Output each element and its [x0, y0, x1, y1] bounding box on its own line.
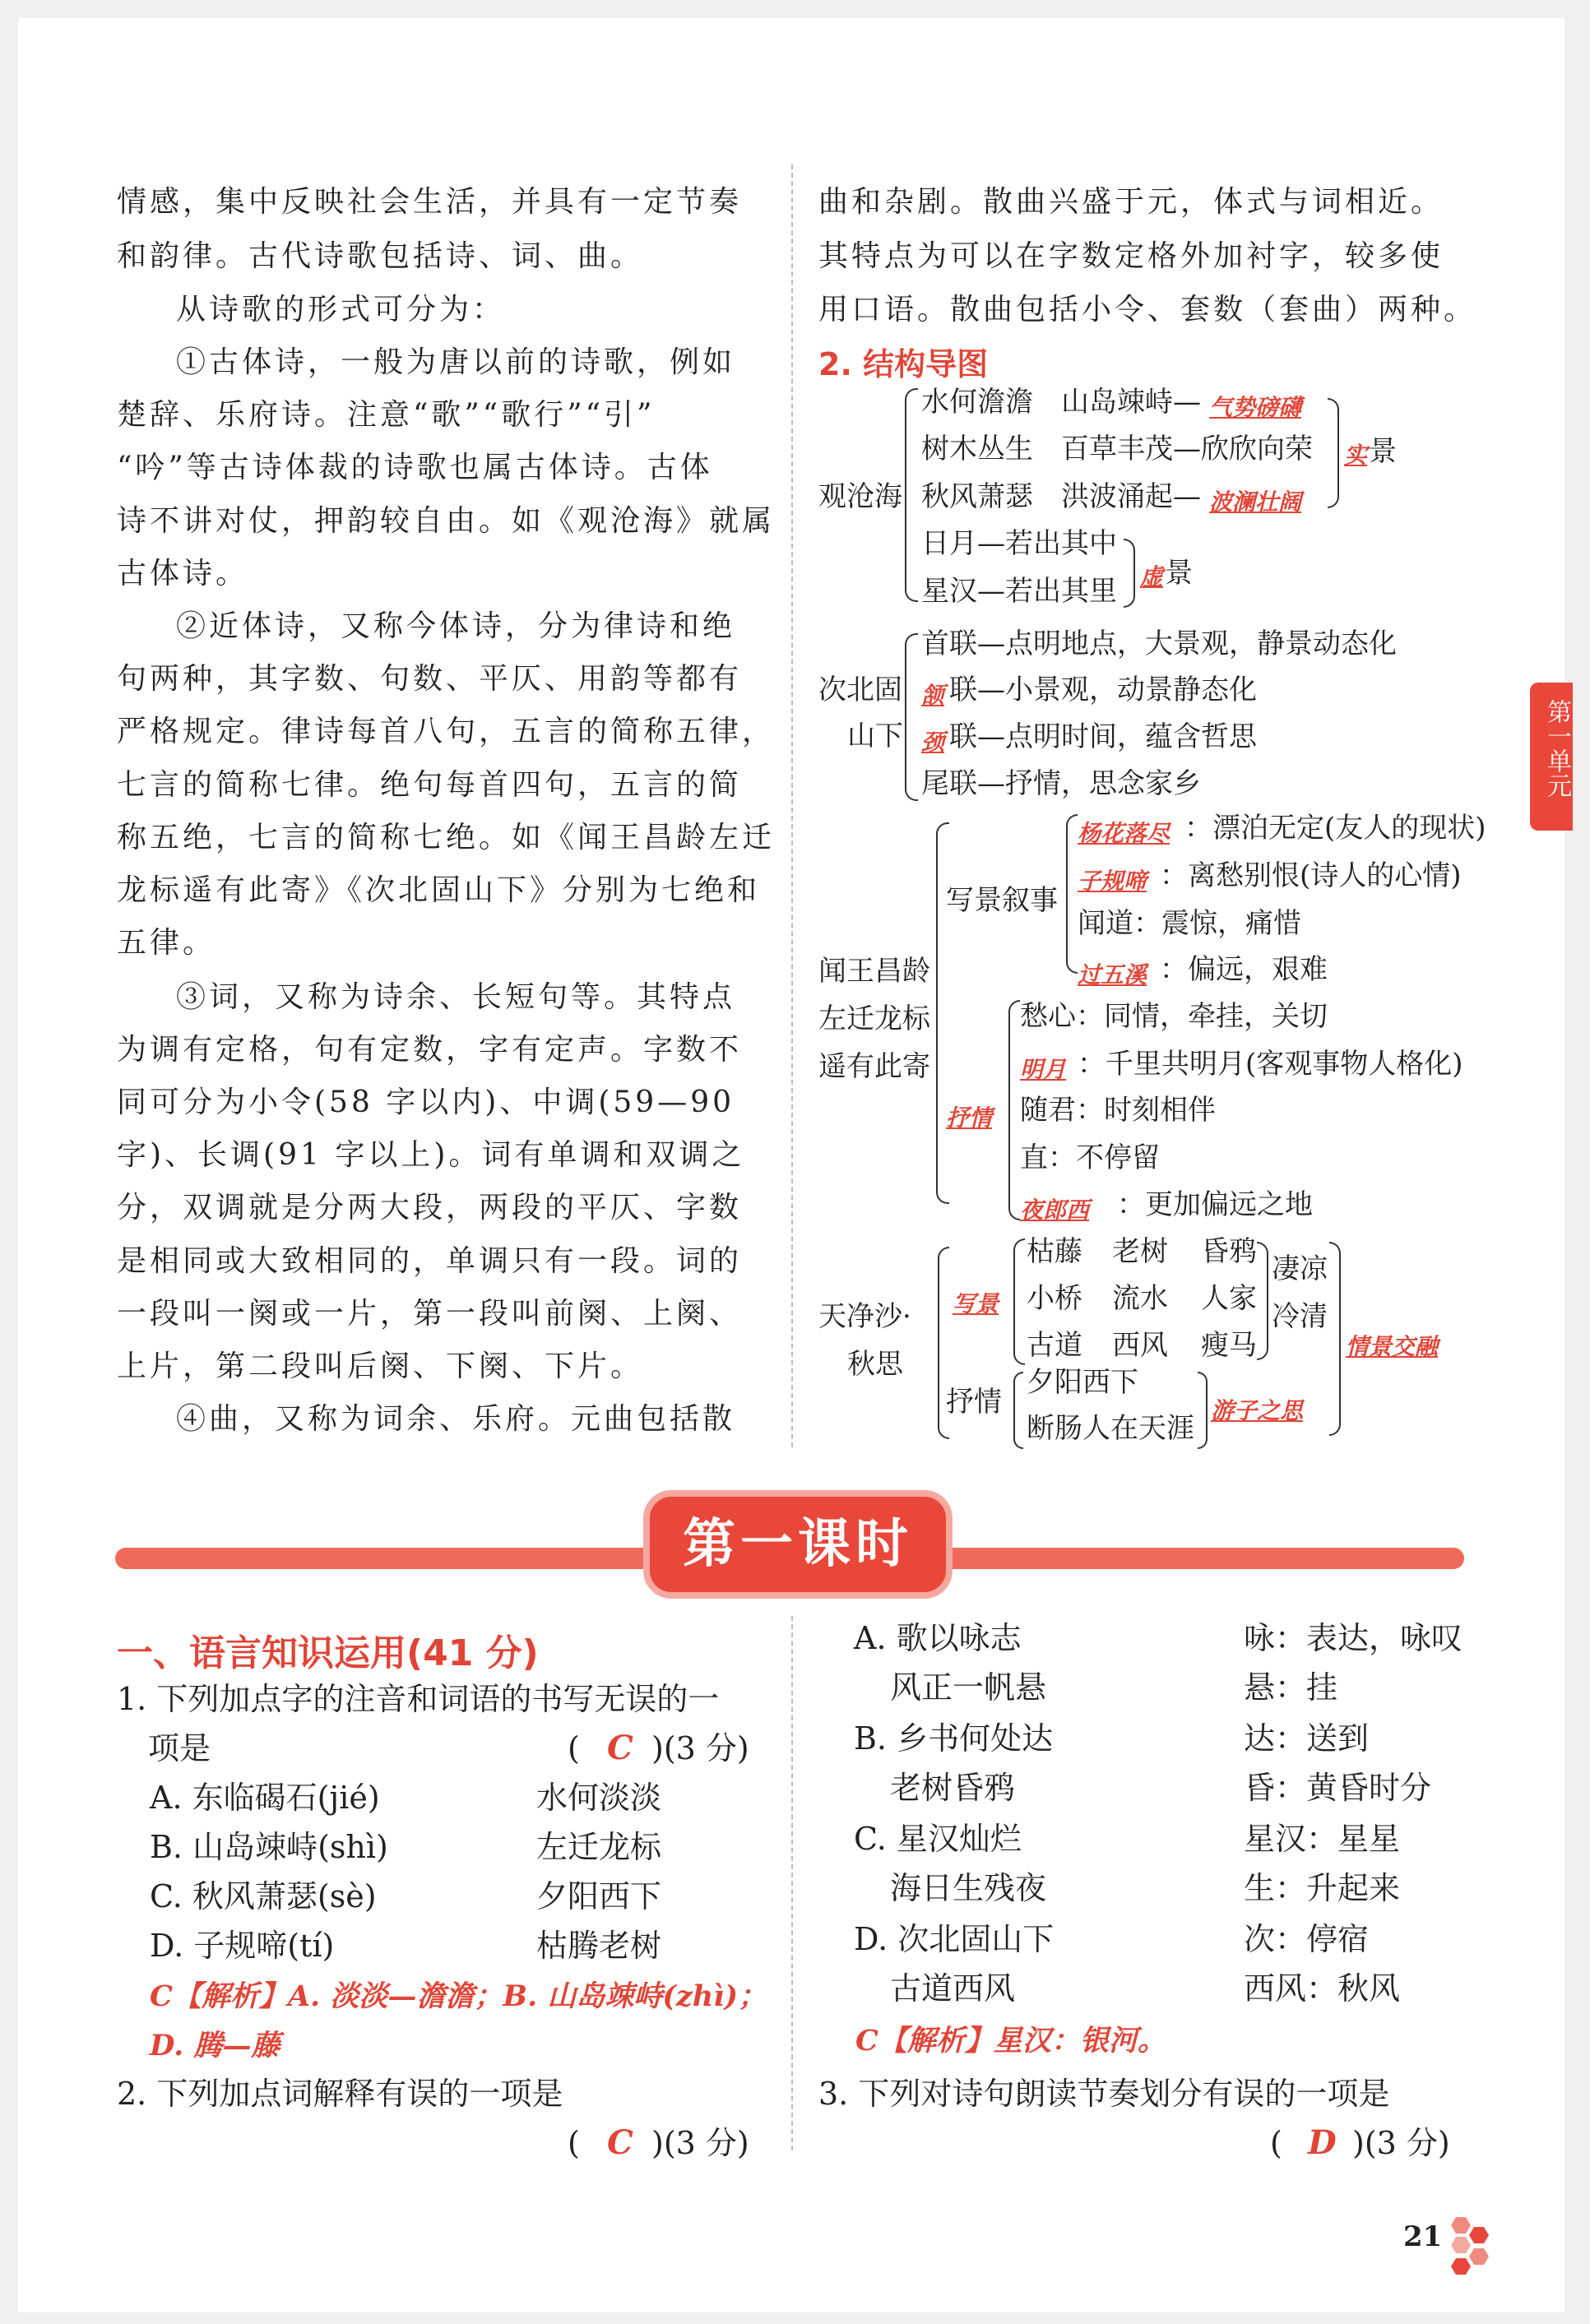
q1-analysis-1: C【解析】A. 淡淡—澹澹；B. 山岛竦峙(zhì)；	[150, 1979, 767, 2013]
q2-opt-c-1: C. 星汉灿烂	[854, 1821, 1022, 1857]
unit-side-tab-label: 第一单元	[1542, 699, 1571, 798]
q2-opt-d-gloss-2: 西风：秋风	[1244, 1970, 1401, 2007]
brace-g4-lyric	[1013, 1372, 1023, 1449]
q2-opt-a-gloss-2: 悬：挂	[1244, 1669, 1338, 1706]
q1-opt-a: A. 东临碣石(jié)	[150, 1780, 380, 1816]
g4-grid-2-2: 瘦马	[1201, 1329, 1257, 1362]
q2-opt-b-2: 老树昏鸦	[890, 1770, 1016, 1806]
g3-b2-r4: 直：不停留	[1020, 1141, 1160, 1174]
map-root-tianjingsha-1: 天净沙·	[818, 1300, 911, 1333]
g3-b1-r1-answer: 杨花落尽	[1078, 820, 1170, 847]
brace-g1-real	[1328, 398, 1339, 508]
left-line-14: 龙标遥有此寄》《次北固山下》分别为七绝和	[117, 873, 761, 907]
g3-b1-r4: ：偏远，艰难	[1160, 953, 1328, 986]
q2-score: )(3 分)	[651, 2125, 749, 2161]
right-line-3: 用口语。散曲包括小令、套数（套曲）两种。	[818, 293, 1477, 326]
q2-opt-d-1: D. 次北固山下	[854, 1921, 1055, 1957]
lesson-banner	[650, 1497, 946, 1592]
g1-r3-answer: 波澜壮阔	[1209, 488, 1302, 516]
g3-branch-lyric-answer: 抒情	[946, 1104, 993, 1132]
g4-grid-0-0: 枯藤	[1027, 1235, 1082, 1268]
g3-b1-r4-answer: 过五溪	[1078, 961, 1147, 988]
q3-answer: D	[1308, 2123, 1337, 2162]
q2-opt-c-gloss-1: 星汉：星星	[1244, 1821, 1401, 1857]
section-title-structure: 2. 结构导图	[818, 346, 989, 382]
g1-real-answer: 实	[1344, 442, 1368, 469]
brace-g1-virtual	[1124, 539, 1135, 608]
g4-grid-2-0: 古道	[1027, 1329, 1082, 1362]
left-line-15: 五律。	[117, 926, 216, 960]
q2-opt-a-gloss-1: 咏：表达，咏叹	[1244, 1620, 1463, 1656]
left-line-10: 句两种，其字数、句数、平仄、用韵等都有	[117, 662, 743, 696]
q1-stem-2: 项是	[148, 1730, 211, 1766]
g3-b2-r5: ：更加偏远之地	[1117, 1188, 1313, 1221]
left-line-11: 严格规定。律诗每首八句，五言的简称五律，	[117, 715, 776, 748]
left-line-8: 古体诗。	[117, 557, 249, 590]
g4-grid-0-1: 老树	[1112, 1235, 1168, 1268]
g3-branch-scene: 写景叙事	[946, 884, 1058, 917]
q2-answer: C	[607, 2123, 633, 2162]
q1-stem-1: 1. 下列加点字的注音和词语的书写无误的一	[117, 1681, 720, 1717]
map-root-guancanghai: 观沧海	[818, 480, 902, 513]
column-divider	[791, 164, 793, 1447]
g1-r1-a: 水何澹澹	[921, 386, 1033, 419]
q2-opt-a-1: A. 歌以咏志	[854, 1620, 1022, 1656]
g4-mood-2: 冷清	[1272, 1300, 1328, 1333]
left-line-2: 和韵律。古代诗歌包括诗、词、曲。	[117, 239, 644, 273]
g1-r4: 日月—若出其中	[921, 527, 1117, 560]
page-number: 21	[1403, 2220, 1443, 2253]
left-line-20: 分，双调就是分两大段，两段的平仄、字数	[117, 1191, 743, 1224]
left-line-19: 字)、长调(91 字以上)。词有单调和双调之	[117, 1138, 745, 1172]
brace-g1	[905, 388, 918, 602]
g1-r2-b: 百草丰茂—欣欣向荣	[1061, 433, 1313, 465]
map-root-wenwang-2: 左迁龙标	[818, 1002, 930, 1035]
q2-opt-c-2: 海日生残夜	[890, 1870, 1047, 1906]
g4-mood-1: 凄凉	[1272, 1252, 1328, 1285]
g1-real-suffix: 景	[1369, 435, 1397, 468]
g1-r2-a: 树木丛生	[921, 433, 1033, 465]
right-line-2: 其特点为可以在字数定格外加衬字，较多使	[818, 239, 1444, 273]
brace-g3-scene	[1066, 814, 1078, 974]
left-line-12: 七言的简称七律。绝句每首四句，五言的简	[117, 768, 743, 802]
g3-b2-r1: 愁心：同情，牵挂，关切	[1020, 1000, 1328, 1033]
left-line-9: ②近体诗，又称今体诗，分为律诗和绝	[176, 609, 736, 643]
column-divider-lower	[791, 1616, 793, 2150]
q2-analysis: C【解析】星汉：银河。	[855, 2024, 1166, 2058]
q1-opt-b-word: 左迁龙标	[536, 1829, 662, 1865]
q1-opt-a-word: 水何淡淡	[536, 1780, 662, 1816]
q1-answer: C	[607, 1729, 633, 1767]
q2-opt-d-gloss-1: 次：停宿	[1244, 1921, 1370, 1957]
g2-r2: 联—小景观，动景静态化	[949, 674, 1257, 706]
g2-r4: 尾联—抒情，思念家乡	[921, 767, 1201, 800]
g4-lyric-1: 夕阳西下	[1027, 1366, 1138, 1399]
left-line-16: ③词，又称为诗余、长短句等。其特点	[176, 980, 736, 1014]
q2-opt-d-2: 古道西风	[890, 1970, 1016, 2007]
g4-lyric-answer: 游子之思	[1211, 1397, 1304, 1424]
g3-b2-r3: 随君：时刻相伴	[1020, 1094, 1216, 1127]
q1-opt-d-word: 枯腾老树	[536, 1928, 662, 1964]
g4-grid-2-1: 西风	[1112, 1329, 1168, 1362]
brace-g4-final	[1329, 1242, 1341, 1436]
q2-opt-b-gloss-1: 达：送到	[1244, 1720, 1370, 1757]
left-line-22: 一段叫一阕或一片，第一段叫前阕、上阕、	[117, 1297, 743, 1331]
g1-r1-b: 山岛竦峙—	[1061, 386, 1201, 419]
q3-score: )(3 分)	[1352, 2125, 1450, 2161]
g3-b1-r3: 闻道：震惊，痛惜	[1078, 907, 1301, 940]
hexagon-decoration-icon	[1441, 2212, 1499, 2278]
brace-g4-lyric-right	[1198, 1372, 1208, 1449]
q2-opt-a-2: 风正一帆悬	[890, 1669, 1047, 1706]
brace-g2	[905, 633, 918, 801]
g2-r2-answer: 颔	[921, 682, 945, 709]
left-line-5: 楚辞、乐府诗。注意“歌”“歌行”“引”	[117, 398, 656, 432]
q3-paren-open: (	[1270, 2125, 1282, 2161]
g4-grid-1-0: 小桥	[1027, 1282, 1082, 1315]
map-root-wenwang-3: 遥有此寄	[818, 1050, 930, 1083]
left-line-7: 诗不讲对仗，押韵较自由。如《观沧海》就属	[117, 504, 776, 538]
g1-virtual-suffix: 景	[1165, 557, 1193, 590]
g4-branch-lyric: 抒情	[946, 1386, 1002, 1419]
q3-stem: 3. 下列对诗句朗读节奏划分有误的一项是	[818, 2076, 1390, 2112]
g3-b1-r2-answer: 子规啼	[1078, 868, 1147, 895]
g3-b2-r2: ：千里共明月(客观事物人格化)	[1078, 1048, 1463, 1081]
q2-opt-c-gloss-2: 生：升起来	[1244, 1870, 1401, 1906]
brace-g4-mood-left	[1257, 1242, 1268, 1360]
g3-b1-r1: ：漂泊无定(友人的现状)	[1184, 812, 1486, 845]
brace-g3-lyric	[1008, 1000, 1020, 1220]
left-line-23: 上片，第二段叫后阕、下阕、下片。	[117, 1349, 644, 1383]
g1-virtual-answer: 虚	[1140, 563, 1164, 590]
q1-score: )(3 分)	[651, 1730, 749, 1766]
q2-opt-b-1: B. 乡书何处达	[854, 1720, 1054, 1757]
g1-r3-a: 秋风萧瑟	[921, 480, 1033, 513]
q2-paren-open: (	[568, 2125, 580, 2161]
q1-analysis-2: D. 腾—藤	[150, 2029, 280, 2062]
g3-b2-r5-answer: 夜郎西	[1020, 1197, 1090, 1224]
g4-lyric-2: 断肠人在天涯	[1027, 1412, 1194, 1445]
g4-grid-1-1: 流水	[1112, 1282, 1168, 1315]
q1-paren-open: (	[568, 1730, 580, 1766]
q1-opt-d: D. 子规啼(tí)	[150, 1928, 335, 1964]
g3-b1-r2: ：离愁别恨(诗人的心情)	[1160, 859, 1462, 892]
left-line-17: 为调有定格，句有定数，字有定声。字数不	[117, 1033, 743, 1067]
g1-r1-answer: 气势磅礴	[1209, 394, 1302, 421]
q1-opt-b: B. 山岛竦峙(shì)	[150, 1829, 388, 1865]
map-root-wenwang-1: 闻王昌龄	[818, 955, 930, 988]
left-line-6: “吟”等古诗体裁的诗歌也属古体诗。古体	[117, 451, 713, 484]
q1-opt-c-word: 夕阳西下	[536, 1878, 662, 1914]
map-root-cibeigu-2: 山下	[847, 720, 903, 752]
left-line-1: 情感，集中反映社会生活，并具有一定节奏	[117, 185, 743, 219]
g4-final-answer: 情景交融	[1346, 1333, 1439, 1360]
g2-r3: 联—点明时间，蕴含哲思	[949, 720, 1257, 753]
q2-stem: 2. 下列加点词解释有误的一项是	[117, 2076, 563, 2112]
g1-r3-b: 洪波涌起—	[1061, 480, 1201, 513]
left-line-24: ④曲，又称为词余、乐府。元曲包括散	[176, 1402, 736, 1436]
g2-r3-answer: 颈	[921, 729, 945, 756]
q2-opt-b-gloss-2: 昏：黄昏时分	[1244, 1770, 1432, 1806]
section-language-knowledge: 一、语言知识运用(41 分)	[117, 1632, 539, 1674]
left-line-18: 同可分为小令(58 字以内)、中调(59—90	[117, 1086, 735, 1119]
right-line-1: 曲和杂剧。散曲兴盛于元，体式与词相近。	[818, 185, 1444, 219]
g3-b2-r2-answer: 明月	[1020, 1056, 1067, 1083]
q1-opt-c: C. 秋风萧瑟(sè)	[150, 1878, 377, 1914]
lesson-banner-title: 第一课时	[683, 1514, 913, 1575]
brace-g4-grid	[1013, 1238, 1025, 1365]
left-line-21: 是相同或大致相同的，单调只有一段。词的	[117, 1244, 743, 1278]
left-line-13: 称五绝，七言的简称七绝。如《闻王昌龄左迁	[117, 821, 776, 854]
g4-grid-0-2: 昏鸦	[1201, 1235, 1257, 1268]
g4-grid-1-2: 人家	[1201, 1282, 1257, 1315]
g1-r5: 星汉—若出其里	[921, 575, 1117, 608]
left-line-3: 从诗歌的形式可分为：	[176, 293, 506, 326]
g4-branch-scene-answer: 写景	[953, 1290, 999, 1317]
map-root-cibeigu-1: 次北固	[818, 674, 902, 706]
left-line-4: ①古体诗，一般为唐以前的诗歌，例如	[176, 345, 736, 379]
brace-g3	[936, 822, 949, 1204]
map-root-tianjingsha-2: 秋思	[847, 1348, 903, 1381]
g2-r1: 首联—点明地点，大景观，静景动态化	[921, 627, 1397, 660]
unit-side-tab	[1530, 683, 1573, 831]
